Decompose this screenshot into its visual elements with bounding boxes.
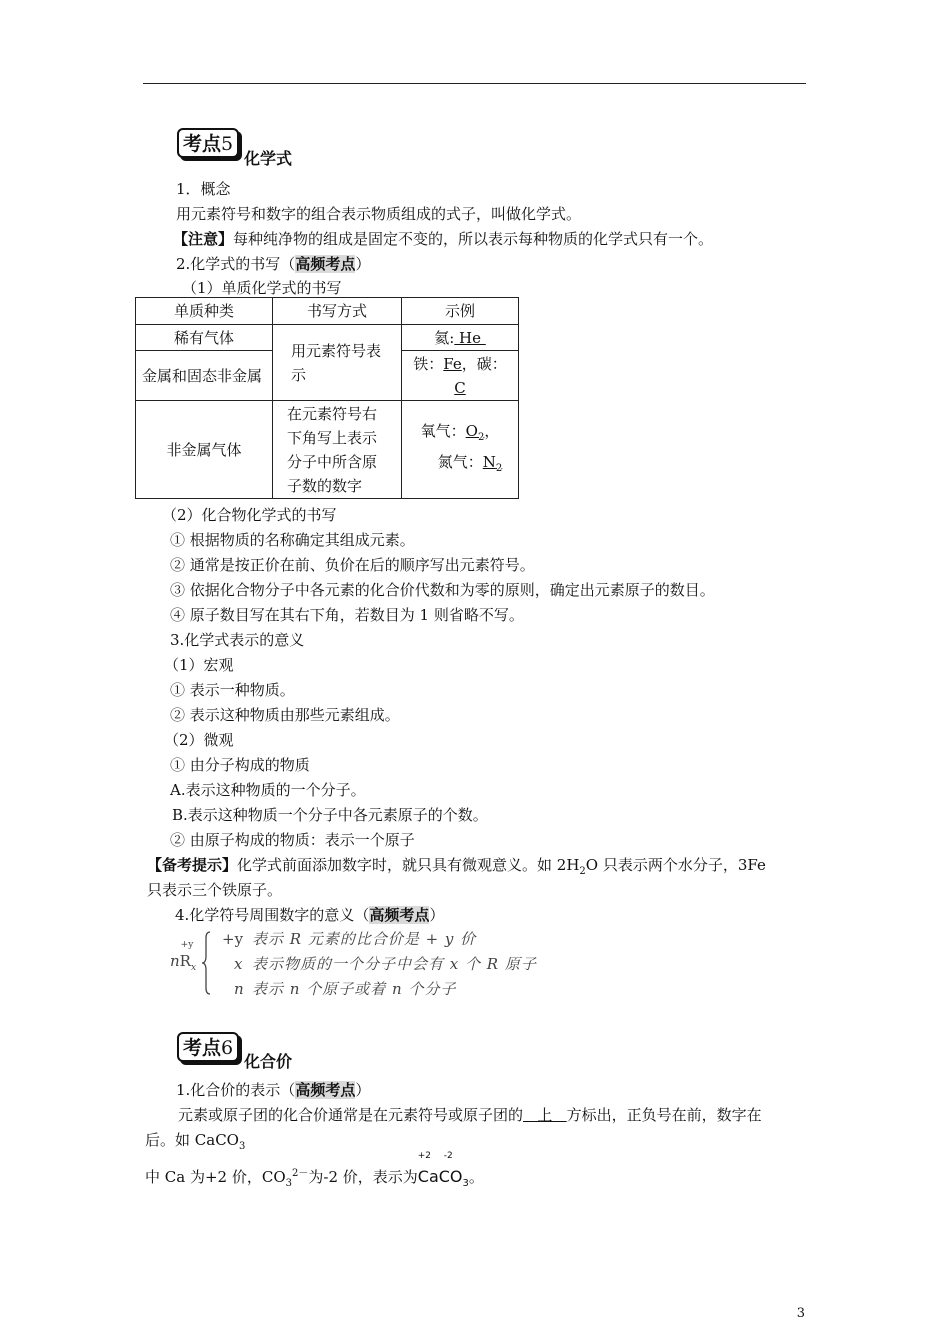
o2-label: 氧气：: [420, 421, 466, 440]
badge-label-6: 考点: [183, 1037, 222, 1059]
heading-macro: （1）宏观: [164, 656, 234, 674]
heading-writing-end: ）: [355, 255, 371, 273]
step-4: ④ 原子数目写在其右下角，若数目为 1 则省略不写。: [170, 606, 524, 624]
section-badge-6: [177, 1032, 239, 1062]
cell-noble-gas: 稀有气体: [136, 325, 273, 351]
heading-elemental: （1）单质化学式的书写: [182, 279, 342, 297]
exam-tip-label: 【备考提示】: [147, 856, 238, 874]
heading-compound: （2）化合物化学式的书写: [162, 506, 337, 524]
macro-item-1: ① 表示一种物质。: [170, 681, 295, 699]
heading-writing: [176, 253, 370, 274]
brace-text-1: 表示 R 元素的比合价是 + y 价: [252, 930, 477, 948]
cell-example-he: [402, 325, 519, 351]
th-example: 示例: [402, 298, 519, 325]
method-subscript-text: 在元素符号右下角写上表示分子中所含原子数的数字: [287, 404, 378, 495]
exam-tip-text-2: O 只表示两个水分子，3Fe: [585, 856, 766, 874]
o2-comma: ，: [484, 421, 500, 440]
brace-key-3: n: [234, 980, 244, 998]
c-value: C: [454, 378, 466, 397]
micro-item-2: A.表示这种物质的一个分子。: [170, 781, 366, 799]
valence-line3-sub: 3: [285, 1178, 292, 1189]
note-label: 【注意】: [173, 230, 234, 248]
valence-example-sub: 3: [238, 1141, 246, 1152]
heading-valence-end: ）: [355, 1081, 371, 1099]
method-symbol-text: 用元素符号表示: [291, 341, 382, 384]
o2-subscript: 2: [477, 431, 485, 443]
valence-formula: [417, 1151, 469, 1190]
exam-tip-line-1: [147, 854, 766, 877]
exam-tip-line-2: 只表示三个铁原子。: [147, 881, 283, 899]
brace-line-1: [222, 928, 476, 949]
n2-label: 氮气：: [437, 452, 483, 471]
heading-micro: （2）微观: [164, 731, 234, 749]
high-frequency-tag: 高频考点: [295, 255, 356, 273]
he-value: He: [454, 328, 486, 347]
valence-text-a: 元素或原子团的化合价通常是在元素符号或原子团的: [178, 1106, 524, 1124]
valence-text-b: 方标出，正负号在前，数字在: [566, 1106, 762, 1124]
valence-formula-text: CaCO: [417, 1167, 463, 1186]
curly-brace-icon: [200, 930, 214, 996]
heading-meaning: 3.化学式表示的意义: [170, 631, 305, 649]
n2-subscript: 2: [495, 462, 503, 474]
cell-example-fe-c: [402, 351, 519, 401]
symbol-sub: x: [190, 963, 197, 973]
heading-symbol-end: ）: [429, 906, 445, 924]
header-rule: [143, 83, 806, 84]
valence-co3-mark: -2: [443, 1151, 453, 1161]
high-frequency-tag-3: 高频考点: [295, 1081, 356, 1099]
valence-blank: 上: [523, 1106, 567, 1124]
o2-value: [465, 421, 485, 443]
heading-symbol-text: 4.化学符号周围数字的意义（: [175, 906, 370, 924]
n2-line: [408, 450, 512, 481]
badge-label: 考点: [183, 133, 222, 155]
badge-number: 5: [221, 133, 234, 155]
micro-item-3: B.表示这种物质一个分子中各元素原子的个数。: [172, 806, 488, 824]
exam-tip-text-1: 化学式前面添加数字时，就只具有微观意义。如 2H: [237, 856, 580, 874]
note-text: 每种纯净物的组成是固定不变的，所以表示每种物质的化学式只有一个。: [233, 230, 714, 248]
elemental-formula-table: [135, 297, 519, 499]
fe-label: 铁：: [413, 354, 444, 373]
heading-valence-text: 1.化合价的表示（: [176, 1081, 296, 1099]
step-2: ② 通常是按正价在前、负价在后的顺序写出元素符号。: [170, 556, 535, 574]
o2-line: [408, 419, 512, 450]
heading-concept: 1．概念: [176, 180, 231, 198]
valence-line3-b: 为-2 价，表示为: [308, 1168, 418, 1186]
symbol-n: n: [170, 952, 180, 970]
symbol-R-group: [179, 940, 194, 970]
section-title-5: 化学式: [244, 149, 293, 168]
cell-example-o2-n2: [402, 401, 519, 499]
n2-value: [482, 452, 503, 474]
macro-item-2: ② 表示这种物质由那些元素组成。: [170, 706, 400, 724]
cell-metal-solid: [136, 351, 273, 401]
th-type: 单质种类: [136, 298, 273, 325]
valence-line3-sup: 2－: [292, 1168, 309, 1179]
symbol-R: R: [179, 952, 191, 970]
o2-symbol: O: [465, 421, 478, 440]
valence-paragraph-line-1: [178, 1104, 762, 1125]
valence-example-text: 后。如 CaCO: [145, 1131, 239, 1149]
section-badge-5: [177, 128, 239, 158]
c-label: ，碳：: [461, 354, 507, 373]
valence-formula-sub: 3: [462, 1178, 469, 1190]
section-title-6: 化合价: [244, 1052, 293, 1071]
brace-text-3: 表示 n 个原子或着 n 个分子: [252, 980, 457, 998]
cell-method-subscript: [273, 401, 402, 499]
symbol-sup: +y: [180, 940, 194, 950]
note-paragraph: [173, 228, 713, 249]
concept-text: 用元素符号和数字的组合表示物质组成的式子，叫做化学式。: [176, 205, 582, 223]
brace-line-2: [234, 953, 537, 974]
brace-key-1: +y: [222, 930, 244, 948]
exam-tip-subscript: 2: [579, 866, 586, 877]
symbol-nRx: [170, 940, 197, 973]
high-frequency-tag-2: 高频考点: [369, 906, 430, 924]
he-label: 氦:: [434, 328, 455, 347]
heading-valence: [176, 1079, 370, 1100]
micro-item-4: ② 由原子构成的物质：表示一个原子: [170, 831, 415, 849]
brace-text-2: 表示物质的一个分子中会有 x 个 R 原子: [252, 955, 537, 973]
fe-value: Fe: [443, 354, 462, 373]
cell-nonmetal-gas: 非金属气体: [136, 401, 273, 499]
heading-symbol-numbers: [175, 904, 444, 925]
badge-number-6: 6: [221, 1037, 234, 1059]
th-method: 书写方式: [273, 298, 402, 325]
page-number: 3: [796, 1306, 805, 1321]
brace-key-2: x: [234, 955, 243, 973]
valence-line3-a: 中 Ca 为+2 价，CO: [145, 1168, 286, 1186]
valence-ca-mark: +2: [417, 1151, 432, 1161]
heading-writing-text: 2.化学式的书写（: [176, 255, 296, 273]
micro-item-1: ① 由分子构成的物质: [170, 756, 310, 774]
brace-line-3: [234, 978, 456, 999]
cell-method-symbol: [273, 325, 402, 401]
step-3: ③ 依据化合物分子中各元素的化合价代数和为零的原则，确定出元素原子的数目。: [170, 581, 715, 599]
step-1: ① 根据物质的名称确定其组成元素。: [170, 531, 415, 549]
valence-paragraph-line-2: [145, 1129, 245, 1152]
valence-paragraph-line-3: [145, 1151, 484, 1190]
n2-symbol: N: [482, 452, 496, 471]
valence-line3-end: 。: [468, 1168, 484, 1186]
metal-solid-text: 金属和固态非金属: [142, 366, 263, 385]
symbol-meaning-diagram: [170, 926, 550, 998]
